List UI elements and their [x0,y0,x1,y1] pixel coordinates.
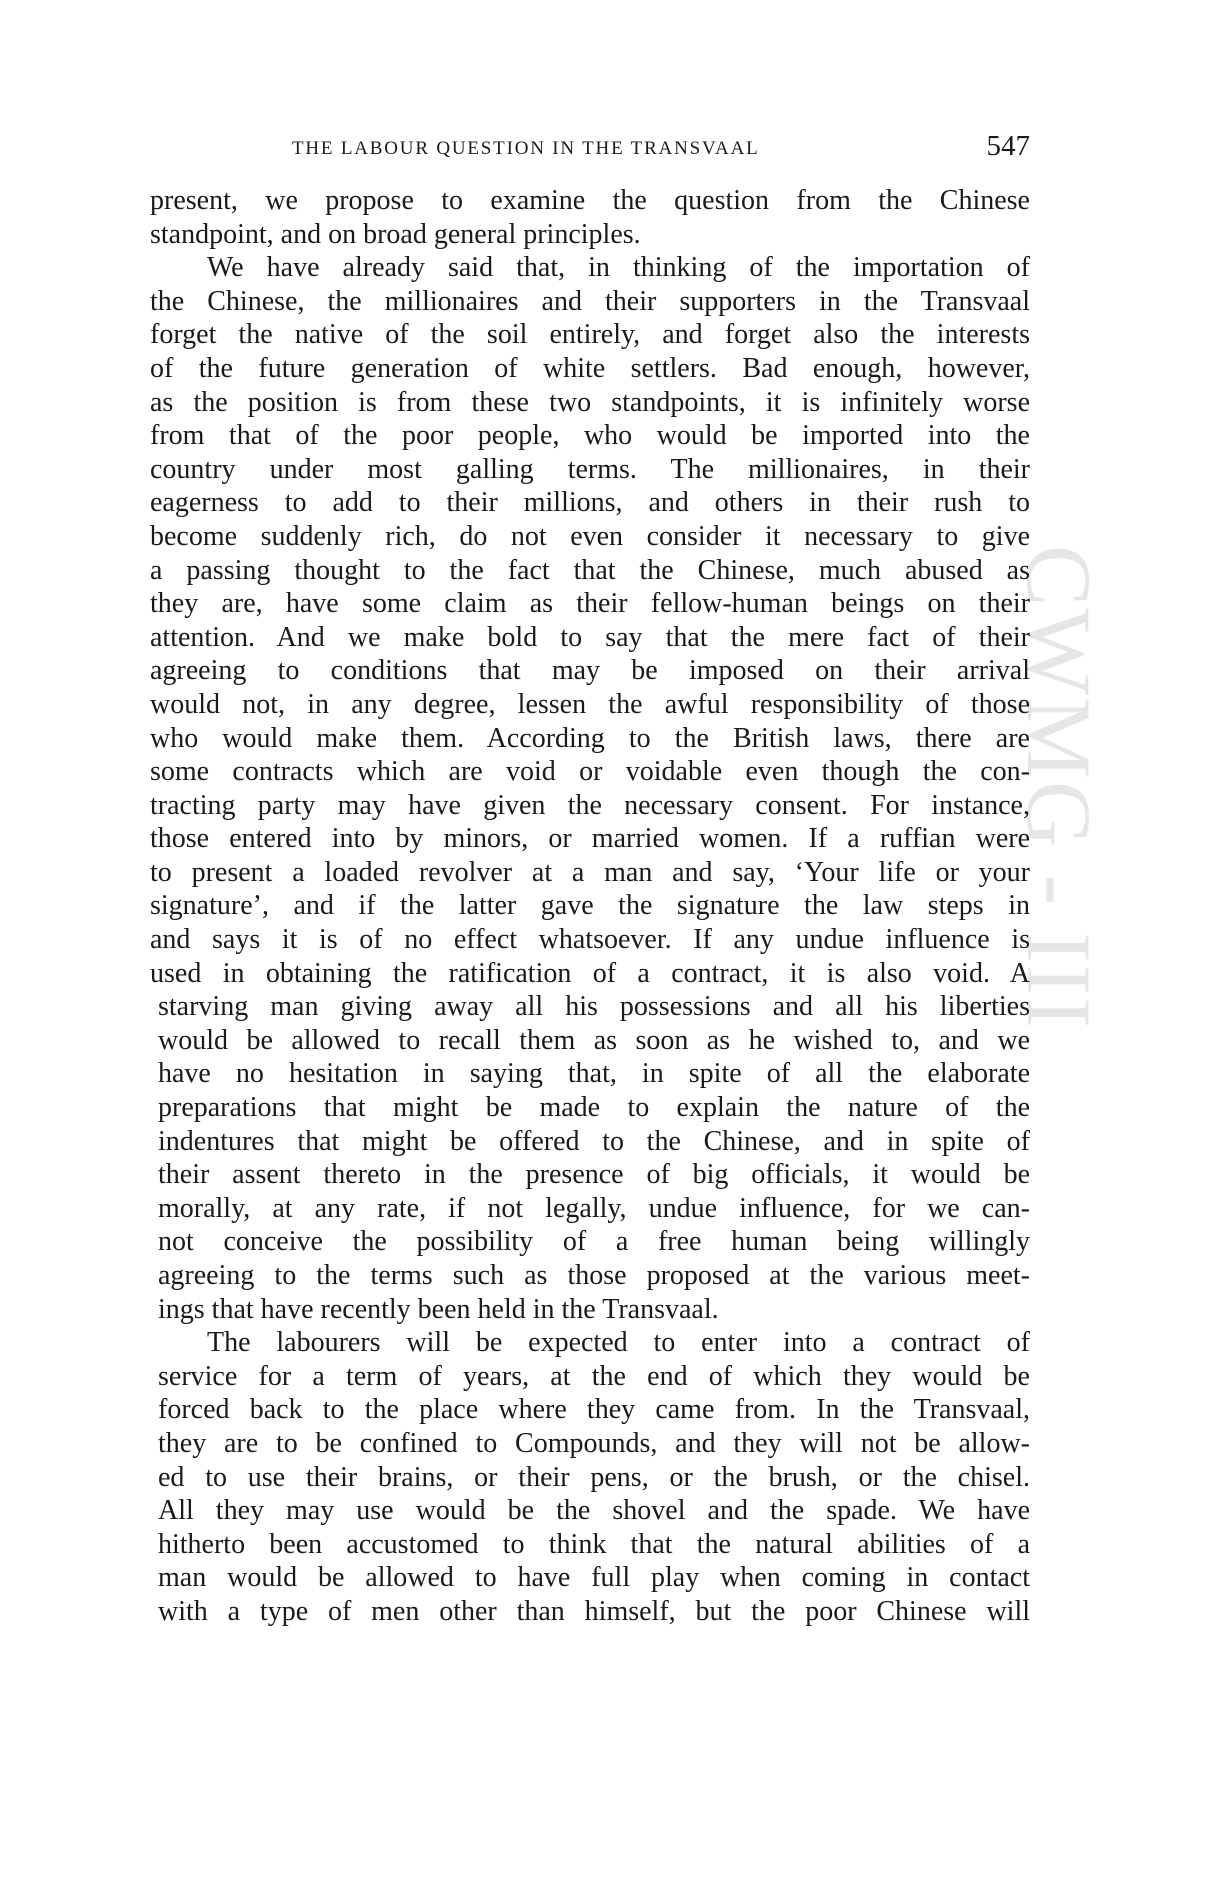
text-line: they are, have some claim as their fellow-human beings on their [150,588,1030,620]
text-line: have no hesitation in saying that, in spite of all the elaborate [158,1058,1030,1090]
body-text [150,184,1030,1629]
text-line: eagerness to add to their millions, and others in their rush to [150,487,1030,519]
text-line: from that of the poor people, who would be imported into the [150,420,1030,452]
text-line: a passing thought to the fact that the Chinese, much abused as [150,554,1030,586]
text-line: ings that have recently been held in the Transvaal. [158,1293,719,1325]
text-line: agreeing to conditions that may be imposed on their arrival [150,655,1030,687]
text-line: agreeing to the terms such as those proposed at the various meet- [158,1260,1030,1291]
text-line: starving man giving away all his possessions and all his liberties [158,991,1030,1023]
text-line: the Chinese, the millionaires and their supporters in the Transvaal [150,285,1030,317]
page-number: 547 [986,130,1030,162]
text-line: of the future generation of white settlers. Bad enough, however, [150,352,1030,384]
text-line: to present a loaded revolver at a man and say, ‘Your life or your [150,856,1030,888]
text-line: country under most galling terms. The millionaires, in their [150,453,1030,485]
text-line: signature’, and if the latter gave the signature the law steps in [150,890,1030,922]
text-line: and says it is of no effect whatsoever. If any undue influence is [150,924,1030,956]
text-line: not conceive the possibility of a free human being willingly [158,1226,1030,1258]
text-line: would not, in any degree, lessen the awful responsibility of those [150,688,1030,720]
text-line: We have already said that, in thinking of the importation of [207,252,1030,284]
text-line: hitherto been accustomed to think that the natural abilities of a [158,1528,1030,1560]
watermark-text: CWMG - III [1008,545,1110,1030]
text-line: forced back to the place where they came from. In the Transvaal, [158,1394,1030,1426]
text-line: would be allowed to recall them as soon as he wished to, and we [158,1024,1030,1056]
text-line: All they may use would be the shovel and the spade. We have [158,1495,1030,1527]
text-line: tracting party may have given the necessary consent. For instance, [150,789,1030,821]
text-line: preparations that might be made to explain the nature of the [158,1092,1030,1124]
text-line: they are to be confined to Compounds, and they will not be allow- [158,1427,1030,1459]
text-line: service for a term of years, at the end of which they would be [158,1360,1030,1392]
text-line: some contracts which are void or voidable even though the con- [150,756,1030,788]
text-line: man would be allowed to have full play when coming in contact [158,1562,1030,1594]
text-line: with a type of men other than himself, but the poor Chinese will [158,1595,1030,1627]
watermark [1008,545,1120,1345]
running-header [150,130,1030,174]
text-line: who would make them. According to the British laws, there are [150,722,1030,754]
text-line: indentures that might be offered to the Chinese, and in spite of [158,1125,1030,1157]
text-line: The labourers will be expected to enter into a contract of [207,1327,1030,1359]
running-title: THE LABOUR QUESTION IN THE TRANSVAAL [292,138,760,159]
text-line: standpoint, and on broad general principles. [150,218,641,250]
text-line: those entered into by minors, or married women. If a ruffian were [150,823,1030,855]
text-line: present, we propose to examine the question from the Chinese [150,185,1030,216]
text-line: their assent thereto in the presence of big officials, it would be [158,1159,1030,1191]
text-line: forget the native of the soil entirely, and forget also the interests [150,319,1030,351]
text-line: morally, at any rate, if not legally, undue influence, for we can- [158,1192,1030,1224]
text-line: attention. And we make bold to say that the mere fact of their [150,621,1030,653]
text-line: used in obtaining the ratification of a contract, it is also void. A [150,957,1030,989]
text-line: become suddenly rich, do not even consider it necessary to give [150,520,1030,552]
text-line: ed to use their brains, or their pens, or the brush, or the chisel. [158,1461,1030,1493]
text-line: as the position is from these two standpoints, it is infinitely worse [150,386,1030,418]
